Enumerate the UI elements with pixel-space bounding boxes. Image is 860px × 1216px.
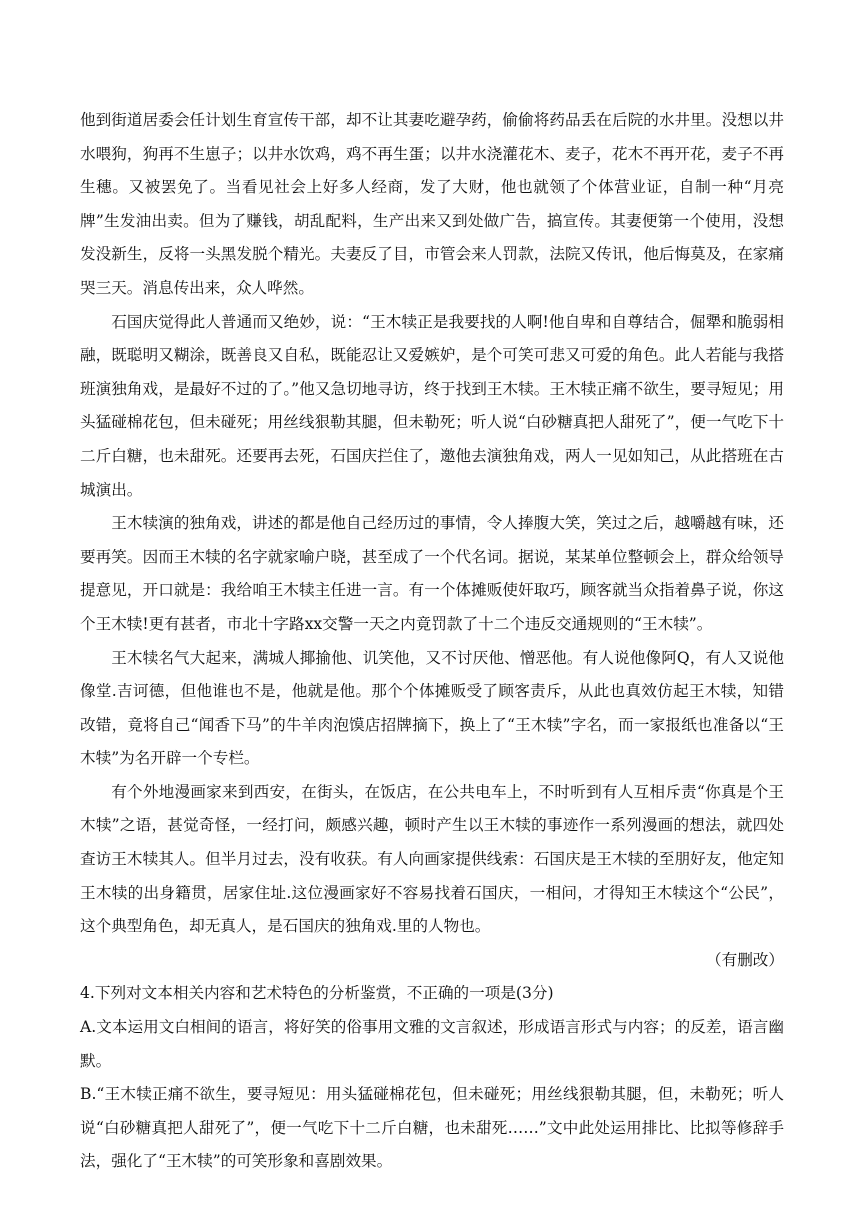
question-stem: 4.下列对文本相关内容和艺术特色的分析鉴赏，不正确的一项是(3分): [80, 984, 554, 1003]
document-body: [80, 104, 784, 1179]
abridged-note: （有删改）: [706, 950, 784, 969]
passage-paragraph-5: 有个外地漫画家来到西安，在街头，在饭店，在公共电车上，不时听到有人互相斥责“你真是个王木犊”之语，甚觉奇怪，一经打问，颇感兴趣，顿时产生以王木犊的事迹作一系列漫画的想法，就四处查访王木犊其人。但半月过去，没有收获。有人向画家提供线索：石国庆是王木犊的至朋好友，他定知王木犊的出身籍贯，居家住址.这位漫画家好不容易找着石国庆，一相问，才得知王木犊这个“公民”，这个典型角色，却无真人，是石国庆的独角戏.里的人物也。: [80, 782, 784, 936]
passage-paragraph-2: 石国庆觉得此人普通而又绝妙，说：“王木犊正是我要找的人啊!他自卑和自尊结合，倔犟和脆弱相融，既聪明又糊涂，既善良又自私，既能忍让又爱嫉妒，是个可笑可悲又可爱的角色。此人若能与我搭班演独角戏，是最好不过的了。”他又急切地寻访，终于找到王木犊。王木犊正痛不欲生，要寻短见；用头猛碰棉花包，但未碰死；用丝线狠勒其腿，但未勒死；听人说“白砂糖真把人甜死了”，便一气吃下十二斤白糖，也未甜死。还要再去死，石国庆拦住了，邀他去演独角戏，两人一见如知己，从此搭班在古城演出。: [80, 312, 784, 499]
passage-paragraph-1: 他到街道居委会任计划生育宣传干部，却不让其妻吃避孕药，偷偷将药品丢在后院的水井里。没想以井水喂狗，狗再不生崽子；以井水饮鸡，鸡不再生蛋；以井水浇灌花木、麦子，花木不再开花，麦子不再生穗。又被罢免了。当看见社会上好多人经商，发了大财，他也就领了个体营业证，自制一种“月亮牌”生发油出卖。但为了赚钱，胡乱配料，生产出来又到处做广告，搞宣传。其妻便第一个使用，没想发没新生，反将一头黑发脱个精光。夫妻反了目，市管会来人罚款，法院又传讯，他后悔莫及，在家痛哭三天。消息传出来，众人哗然。: [80, 111, 784, 297]
question-4: [80, 977, 784, 1179]
passage-paragraph-4: 王木犊名气大起来，满城人揶揄他、讥笑他，又不讨厌他、憎恶他。有人说他像阿Q，有人又说他像堂.吉诃德，但他谁也不是，他就是他。那个个体摊贩受了顾客责斥，从此也真效仿起王木犊，知错改错，竟将自己“闻香下马”的牛羊肉泡馍店招牌摘下，换上了“王木犊”字名，而一家报纸也准备以“王木犊”为名开辟一个专栏。: [80, 648, 784, 768]
option-b: B.“王木犊正痛不欲生，要寻短见：用头猛碰棉花包，但未碰死；用丝线狠勒其腿，但，未勒死；听人说“白砂糖真把人甜死了”，便一气吃下十二斤白糖，也未甜死……”文中此处运用排比、比拟等修辞手法，强化了“王木犊”的可笑形象和喜剧效果。: [80, 1085, 784, 1171]
option-a: A.文本运用文白相间的语言，将好笑的俗事用文雅的文言叙述，形成语言形式与内容；的反差，语言幽默。: [80, 1018, 784, 1070]
passage-paragraph-3: 王木犊演的独角戏，讲述的都是他自己经历过的事情，令人捧腹大笑，笑过之后，越嚼越有味，还要再笑。因而王木犊的名字就家喻户晓，甚至成了一个代名词。据说，某某单位整顿会上，群众给领导提意见，开口就是：我给咱王木犊主任进一言。有一个体摊贩使奸取巧，顾客就当众指着鼻子说，你这个王木犊!更有甚者，市北十字路xx交警一天之内竟罚款了十二个违反交通规则的“王木犊”。: [80, 514, 784, 633]
